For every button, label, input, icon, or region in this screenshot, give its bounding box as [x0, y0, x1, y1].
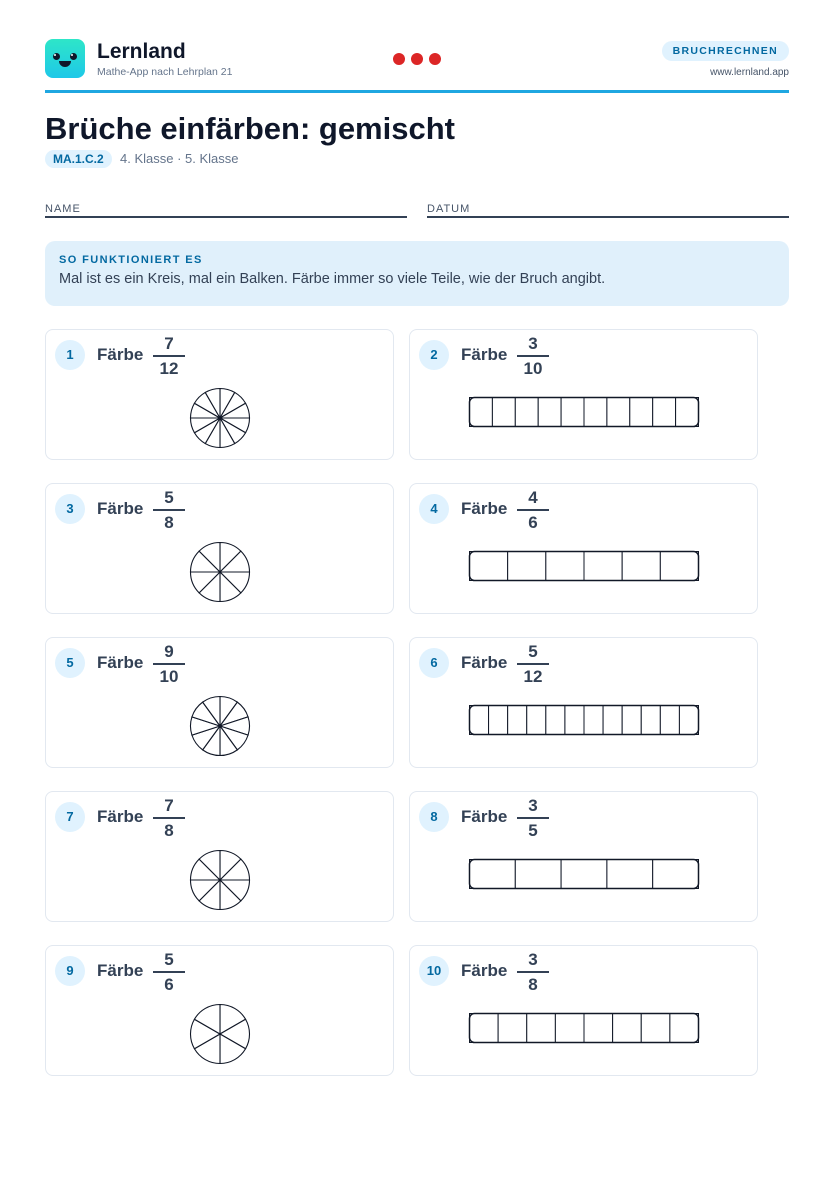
fraction-denominator: 6: [164, 975, 174, 994]
task-card: [409, 945, 758, 1076]
fraction-denominator: 8: [164, 513, 174, 532]
bar-segment[interactable]: [498, 1014, 527, 1043]
bar-segment[interactable]: [679, 706, 698, 735]
task-instruction: Färbe: [461, 499, 508, 518]
bar-segment[interactable]: [641, 706, 660, 735]
task-instruction: Färbe: [97, 807, 144, 826]
bar-segment[interactable]: [470, 860, 516, 889]
task-instruction: Färbe: [461, 345, 508, 364]
fraction-numerator: 3: [528, 950, 538, 969]
task-instruction: Färbe: [461, 961, 508, 980]
task-number: 1: [55, 340, 85, 370]
fraction-numerator: 5: [164, 488, 174, 507]
bar-segment[interactable]: [508, 706, 527, 735]
bar-segment[interactable]: [660, 706, 679, 735]
instructions-heading: SO FUNKTIONIERT ES: [59, 254, 203, 266]
fraction-bar-shape: [410, 946, 759, 1077]
bar-segment[interactable]: [555, 1014, 584, 1043]
task-instruction: Färbe: [97, 653, 144, 672]
bar-segment[interactable]: [641, 1014, 670, 1043]
fraction-numerator: 9: [164, 642, 174, 661]
bar-segment[interactable]: [527, 706, 546, 735]
bar-segment[interactable]: [653, 398, 676, 427]
fraction-numerator: 7: [164, 796, 174, 815]
task-card: [409, 483, 758, 614]
bar-segment[interactable]: [489, 706, 508, 735]
smiley-face-icon: [45, 39, 85, 78]
task-card: [45, 945, 394, 1076]
header-divider: [45, 90, 789, 93]
fraction-denominator: 5: [528, 821, 538, 840]
task-card: [409, 329, 758, 460]
bar-segment[interactable]: [584, 1014, 613, 1043]
bar-segment[interactable]: [584, 706, 603, 735]
fraction-denominator: 12: [523, 667, 543, 686]
fraction-circle: [46, 946, 395, 1077]
fraction-denominator: 8: [164, 821, 174, 840]
fraction-numerator: 4: [528, 488, 538, 507]
task-card: [45, 637, 394, 768]
page-title: Brüche einfärben: gemischt: [45, 111, 455, 146]
bar-segment[interactable]: [670, 1014, 699, 1043]
bar-segment[interactable]: [470, 706, 489, 735]
task-card: [45, 329, 394, 460]
fraction-bar-shape: [410, 792, 759, 923]
bar-segment[interactable]: [584, 398, 607, 427]
fraction-bar-shape: [410, 330, 759, 461]
fraction-denominator: 10: [523, 359, 543, 378]
curriculum-code-badge: MA.1.C.2: [45, 150, 112, 168]
fraction-denominator: 6: [528, 513, 538, 532]
name-label: NAME: [45, 203, 81, 215]
task-number: 8: [419, 802, 449, 832]
brand-subtitle: Mathe-App nach Lehrplan 21: [97, 66, 233, 78]
grade-levels: 4. Klasse · 5. Klasse: [120, 151, 239, 166]
fraction-circle: [46, 792, 395, 923]
decorative-dots: [393, 53, 441, 65]
bar-segment[interactable]: [613, 1014, 642, 1043]
bar-segment[interactable]: [527, 1014, 556, 1043]
fraction-circle: [46, 330, 395, 461]
task-instruction: Färbe: [97, 499, 144, 518]
task-instruction: Färbe: [97, 961, 144, 980]
bar-segment[interactable]: [515, 398, 538, 427]
bar-segment[interactable]: [653, 860, 699, 889]
fraction-numerator: 5: [528, 642, 538, 661]
bar-segment[interactable]: [515, 860, 561, 889]
fraction-bar-shape: [410, 638, 759, 769]
bar-segment[interactable]: [561, 860, 607, 889]
task-instruction: Färbe: [97, 345, 144, 364]
task-card: [409, 637, 758, 768]
bar-segment[interactable]: [607, 860, 653, 889]
bar-segment[interactable]: [660, 552, 698, 581]
bar-segment[interactable]: [492, 398, 515, 427]
fraction-denominator: 10: [159, 667, 179, 686]
bar-segment[interactable]: [470, 1014, 499, 1043]
task-instruction: Färbe: [461, 807, 508, 826]
bar-segment[interactable]: [565, 706, 584, 735]
fraction-circle: [46, 484, 395, 615]
task-instruction: Färbe: [461, 653, 508, 672]
bar-segment[interactable]: [470, 552, 508, 581]
bar-segment[interactable]: [676, 398, 699, 427]
instructions-box: [45, 241, 789, 306]
bar-segment[interactable]: [630, 398, 653, 427]
task-card: [409, 791, 758, 922]
bar-segment[interactable]: [584, 552, 622, 581]
fraction-circle: [46, 638, 395, 769]
task-number: 6: [419, 648, 449, 678]
bar-segment[interactable]: [607, 398, 630, 427]
fraction-numerator: 3: [528, 796, 538, 815]
task-number: 10: [419, 956, 449, 986]
instructions-text: Mal ist es ein Kreis, mal ein Balken. Färbe immer so viele Teile, wie der Bruch angibt.: [59, 271, 606, 287]
topic-badge: BRUCHRECHNEN: [662, 41, 789, 61]
fraction-numerator: 5: [164, 950, 174, 969]
fraction-denominator: 8: [528, 975, 538, 994]
bar-segment[interactable]: [561, 398, 584, 427]
fraction-denominator: 12: [159, 359, 179, 378]
task-number: 4: [419, 494, 449, 524]
date-field[interactable]: [427, 199, 789, 218]
bar-segment[interactable]: [470, 398, 493, 427]
task-number: 5: [55, 648, 85, 678]
fraction-numerator: 7: [164, 334, 174, 353]
task-number: 9: [55, 956, 85, 986]
task-number: 7: [55, 802, 85, 832]
bar-segment[interactable]: [622, 706, 641, 735]
date-label: DATUM: [427, 203, 471, 215]
bar-segment[interactable]: [538, 398, 561, 427]
bar-segment[interactable]: [508, 552, 546, 581]
brand-name: Lernland: [97, 40, 186, 63]
bar-segment[interactable]: [622, 552, 660, 581]
bar-segment[interactable]: [603, 706, 622, 735]
bar-segment[interactable]: [546, 552, 584, 581]
name-field[interactable]: [45, 199, 407, 218]
task-card: [45, 791, 394, 922]
website-url: www.lernland.app: [710, 67, 789, 78]
bar-segment[interactable]: [546, 706, 565, 735]
page-header: [45, 38, 789, 90]
fraction-numerator: 3: [528, 334, 538, 353]
fraction-bar-shape: [410, 484, 759, 615]
task-number: 3: [55, 494, 85, 524]
task-number: 2: [419, 340, 449, 370]
task-card: [45, 483, 394, 614]
